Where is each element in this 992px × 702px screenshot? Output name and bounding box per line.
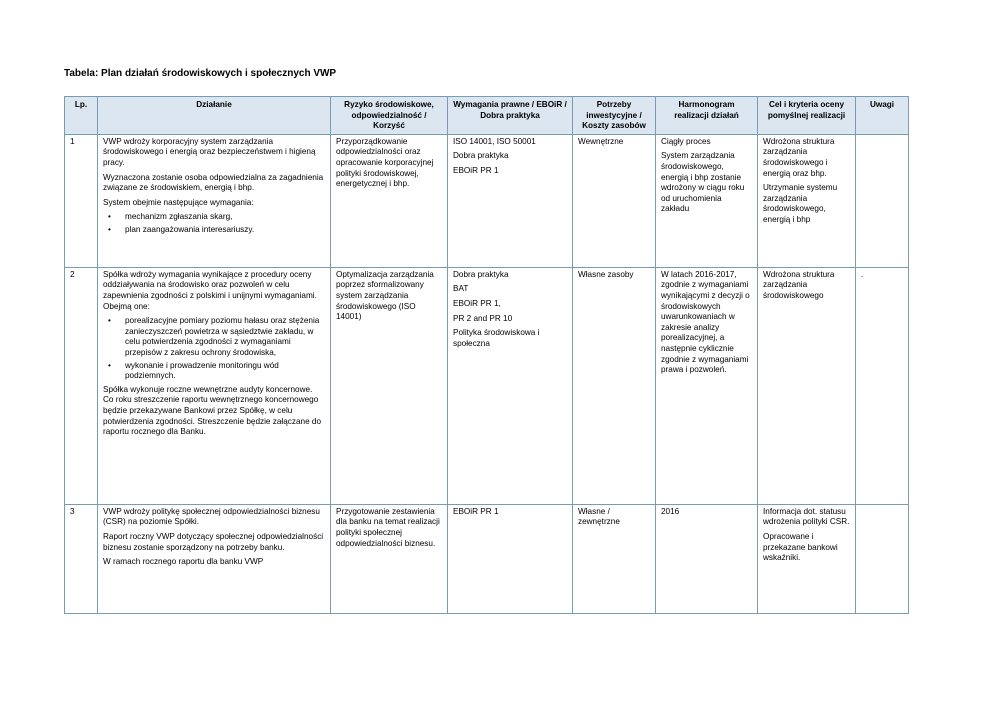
cell-text: EBOiR PR 1, — [453, 298, 501, 308]
bullet-list — [103, 212, 325, 235]
cell-text: Raport roczny VWP dotyczący społecznej odpowiedzialności biznesu zostanie sporządzony na potrzeby banku. — [103, 531, 324, 552]
cell-cel — [758, 504, 856, 613]
cell-harmonogram: 2016 — [656, 504, 758, 613]
cell-dzialanie — [98, 267, 331, 504]
cell-harmonogram: W latach 2016-2017, zgodnie z wymaganiami wynikającymi z decyzji o środowiskowych uwarunkowaniach w zakresie analizy porealizacyjnej, a następnie cyklicznie zgodnie z wymaganiami prawa i pozwoleń. — [656, 267, 758, 504]
bullet-item: • porealizacyjne pomiary poziomu hałasu oraz stężenia zanieczyszczeń powietrza w sąsiedztwie zakładu, w celu potwierdzenia zgodności z wymaganiami przepisów z zakresu ochrony środowiska, — [125, 316, 325, 358]
bullet-item: • wykonanie i prowadzenie monitoringu wód podziemnych. — [125, 361, 325, 382]
header-wymagania: Wymagania prawne / EBOiR / Dobra praktyka — [448, 97, 573, 135]
header-uwagi: Uwagi — [856, 97, 909, 135]
cell-lp: 1 — [65, 134, 98, 267]
bullet-item: • mechanizm zgłaszania skarg, — [125, 212, 325, 223]
cell-text: Dobra praktyka — [453, 151, 509, 161]
action-plan-table — [64, 96, 909, 614]
cell-lp: 2 — [65, 267, 98, 504]
cell-text: Utrzymanie systemu zarządzania środowiskowego, energią i bhp — [763, 183, 838, 224]
cell-potrzeby: Własne zasoby — [573, 267, 656, 504]
cell-text: Polityka środowiskowa i społeczna — [453, 328, 540, 348]
cell-text: W ramach rocznego raportu dla banku VWP — [103, 557, 264, 567]
table-row — [65, 134, 909, 267]
cell-text: VWP wdroży korporacyjny system zarządzania środowiskowego i energią oraz bezpieczeństwem i higieną pracy. — [103, 136, 316, 167]
cell-text: Spółka wykonuje roczne wewnętrzne audyty koncernowe. Co roku streszczenie raportu wewnętrznego koncernowego będzie przekazywane Bankowi przez Spółkę, w celu potwierdzenia zgodności. Streszczenie będzie załączane do raportu rocznego dla Banku. — [103, 384, 322, 437]
cell-text: Opracowane i przekazane bankowi wskaźniki. — [763, 531, 838, 563]
table-row — [65, 267, 909, 504]
header-potrzeby: Potrzeby inwestycyjne / Koszty zasobów — [573, 97, 656, 135]
cell-uwagi: . — [856, 267, 909, 504]
cell-uwagi — [856, 504, 909, 613]
cell-dzialanie — [98, 504, 331, 613]
cell-text: Wdrożona struktura zarządzania środowiskowego i energią oraz bhp. — [763, 136, 835, 178]
cell-text: ISO 14001, ISO 50001 — [453, 136, 536, 146]
cell-text: Dobra praktyka — [453, 269, 509, 279]
page-title: Tabela: Plan działań środowiskowych i społecznych VWP — [64, 68, 337, 79]
header-harmonogram: Harmonogram realizacji działań — [656, 97, 758, 135]
cell-cel — [758, 134, 856, 267]
cell-lp: 3 — [65, 504, 98, 613]
table-header-row — [65, 97, 909, 135]
cell-cel: Wdrożona struktura zarządzania środowiskowego — [758, 267, 856, 504]
cell-text: Informacja dot. statusu wdrożenia polityki CSR. — [763, 506, 850, 527]
cell-text: Wyznaczona zostanie osoba odpowiedzialna za zagadnienia związane ze środowiskiem, energią i bhp. — [103, 172, 324, 193]
cell-ryzyko: Przygotowanie zestawienia dla banku na temat realizacji polityki społecznej odpowiedzialności biznesu. — [331, 504, 448, 613]
cell-text: System zarządzania środowiskowego, energią i bhp zostanie wdrożony w ciągu roku od uruchomienia zakładu — [661, 151, 745, 214]
cell-text: Ciągły proces — [661, 136, 711, 146]
header-dzialanie: Działanie — [98, 97, 331, 135]
cell-text: VWP wdroży politykę społecznej odpowiedzialności biznesu (CSR) na poziomie Spółki. — [103, 506, 320, 527]
cell-text: PR 2 and PR 10 — [453, 313, 513, 323]
cell-wymagania: EBOiR PR 1 — [448, 504, 573, 613]
cell-ryzyko: Przyporządkowanie odpowiedzialności oraz opracowanie korporacyjnej polityki środowiskowej, energetycznej i bhp. — [331, 134, 448, 267]
cell-harmonogram — [656, 134, 758, 267]
table-row — [65, 504, 909, 613]
header-cel: Cel i kryteria oceny pomyślnej realizacji — [758, 97, 856, 135]
header-ryzyko: Ryzyko środowiskowe, odpowiedzialność / Korzyść — [331, 97, 448, 135]
cell-potrzeby: Wewnętrzne — [573, 134, 656, 267]
header-lp: Lp. — [65, 97, 98, 135]
bullet-item: • plan zaangażowania interesariuszy. — [125, 225, 325, 236]
cell-wymagania — [448, 267, 573, 504]
cell-text: EBOiR PR 1 — [453, 165, 499, 175]
bullet-list — [103, 316, 325, 382]
cell-potrzeby: Własne / zewnętrzne — [573, 504, 656, 613]
cell-dzialanie — [98, 134, 331, 267]
cell-ryzyko: Optymalizacja zarządzania poprzez sformalizowany system zarządzania środowiskowego (ISO 14001) — [331, 267, 448, 504]
cell-text: BAT — [453, 284, 469, 294]
cell-uwagi — [856, 134, 909, 267]
cell-text: System obejmie następujące wymagania: — [103, 197, 254, 207]
cell-wymagania — [448, 134, 573, 267]
cell-text: Spółka wdroży wymagania wynikające z procedury oceny oddziaływania na środowisko oraz pozwoleń w celu zapewnienia zgodności z polskimi i unijnymi wymaganiami. Obejmą one: — [103, 269, 317, 311]
